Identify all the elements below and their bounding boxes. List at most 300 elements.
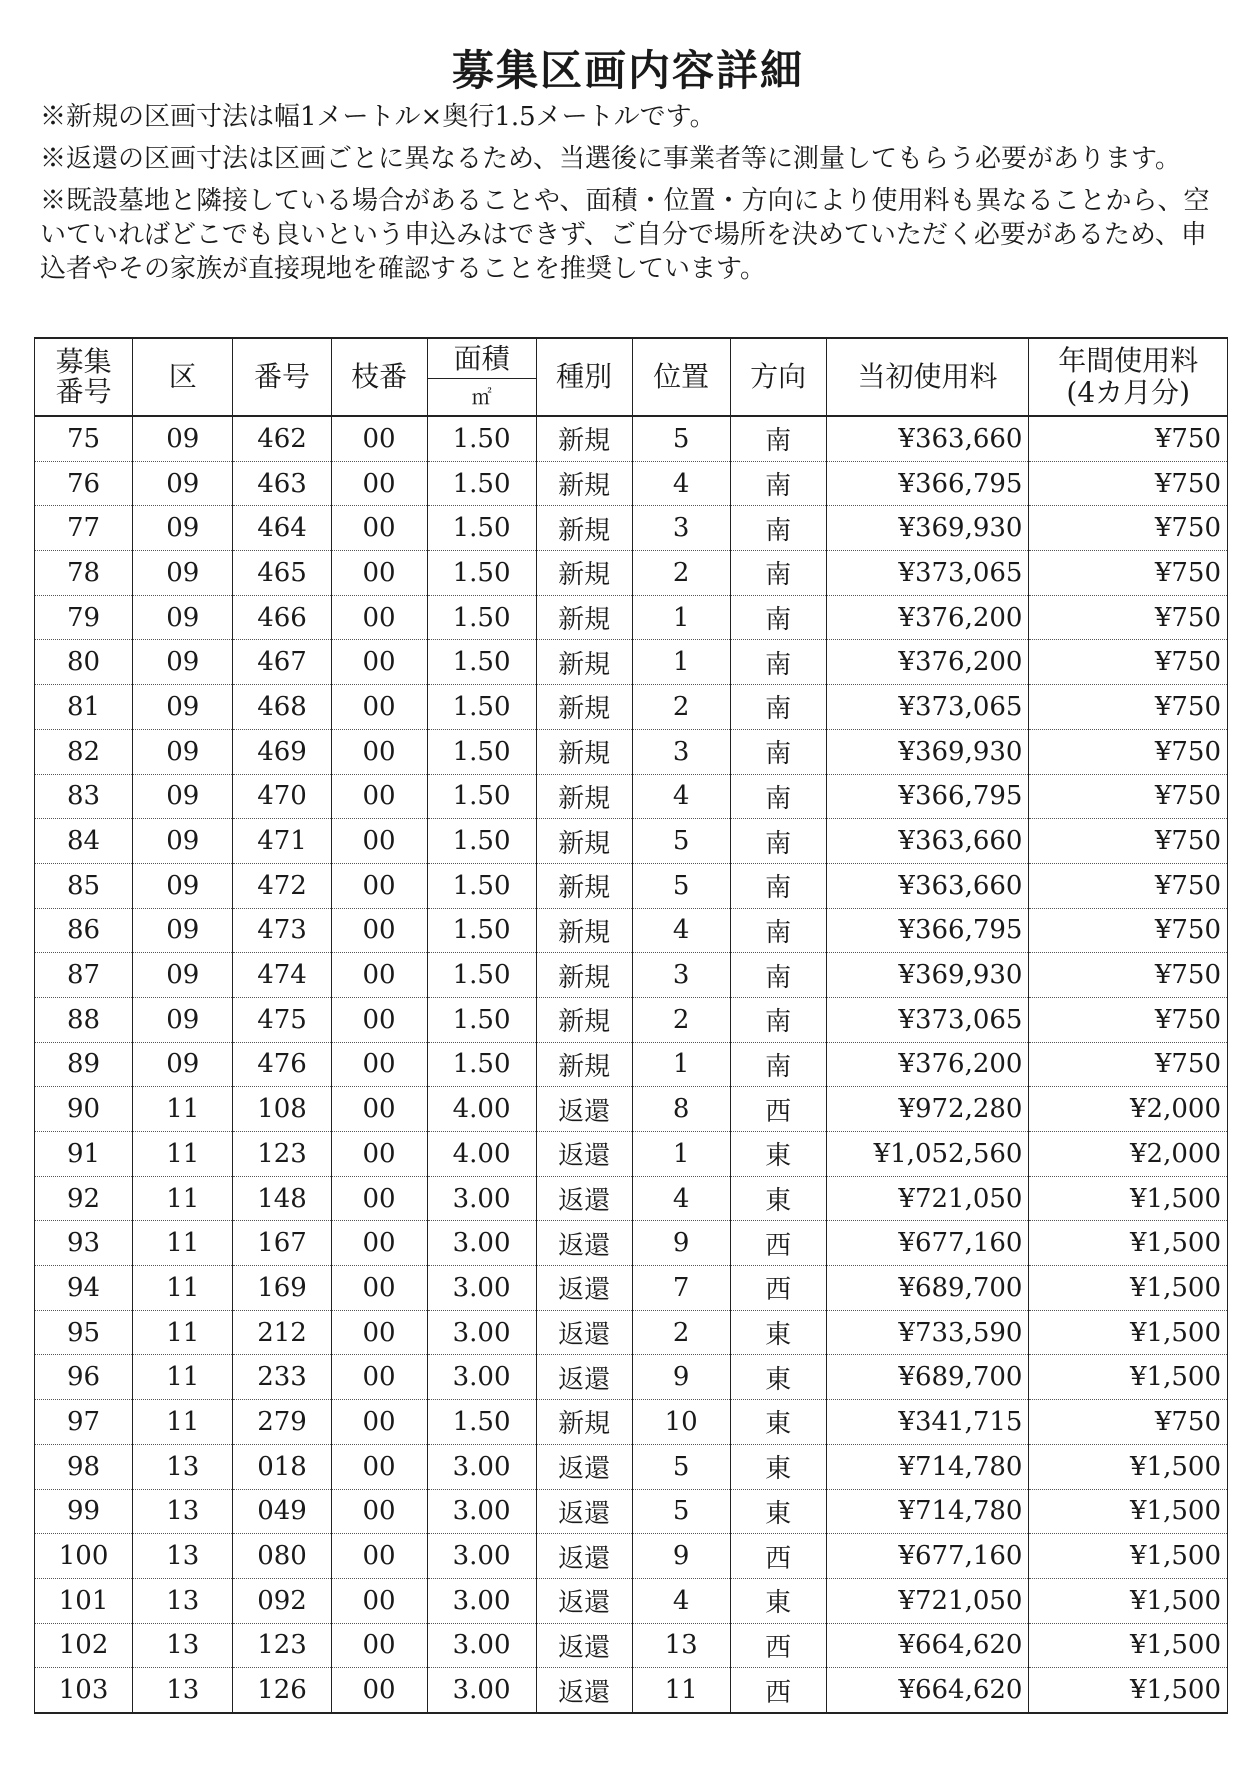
cell-no: 84 bbox=[35, 819, 133, 864]
cell-kind: 返還 bbox=[536, 1176, 632, 1221]
cell-annual-fee: ¥750 bbox=[1029, 1400, 1228, 1445]
cell-direction: 南 bbox=[730, 908, 826, 953]
cell-annual-fee: ¥750 bbox=[1029, 595, 1228, 640]
cell-area: 1.50 bbox=[427, 595, 536, 640]
cell-initial-fee: ¥376,200 bbox=[826, 640, 1029, 685]
cell-direction: 西 bbox=[730, 1087, 826, 1132]
cell-ku: 11 bbox=[133, 1310, 233, 1355]
cell-bango: 123 bbox=[233, 1623, 331, 1668]
cell-position: 3 bbox=[632, 729, 730, 774]
cell-edaban: 00 bbox=[331, 506, 427, 551]
header-annual-fee-note: (4カ月分) bbox=[1066, 376, 1191, 409]
table-row bbox=[35, 1355, 1228, 1400]
cell-bango: 018 bbox=[233, 1444, 331, 1489]
cell-position: 9 bbox=[632, 1534, 730, 1579]
cell-bango: 462 bbox=[233, 416, 331, 461]
cell-no: 82 bbox=[35, 729, 133, 774]
cell-kind: 新規 bbox=[536, 685, 632, 730]
cell-area: 3.00 bbox=[427, 1176, 536, 1221]
cell-no: 79 bbox=[35, 595, 133, 640]
cell-initial-fee: ¥366,795 bbox=[826, 908, 1029, 953]
table-row bbox=[35, 551, 1228, 596]
cell-ku: 13 bbox=[133, 1444, 233, 1489]
cell-edaban: 00 bbox=[331, 997, 427, 1042]
cell-edaban: 00 bbox=[331, 640, 427, 685]
cell-edaban: 00 bbox=[331, 1042, 427, 1087]
cell-initial-fee: ¥689,700 bbox=[826, 1355, 1029, 1400]
cell-annual-fee: ¥750 bbox=[1029, 953, 1228, 998]
cell-kind: 新規 bbox=[536, 863, 632, 908]
header-no: 募集番号 bbox=[35, 338, 133, 416]
cell-direction: 南 bbox=[730, 863, 826, 908]
table-row bbox=[35, 729, 1228, 774]
cell-position: 4 bbox=[632, 461, 730, 506]
cell-position: 8 bbox=[632, 1087, 730, 1132]
cell-annual-fee: ¥750 bbox=[1029, 819, 1228, 864]
cell-ku: 09 bbox=[133, 729, 233, 774]
cell-edaban: 00 bbox=[331, 1266, 427, 1311]
cell-position: 1 bbox=[632, 595, 730, 640]
cell-direction: 南 bbox=[730, 729, 826, 774]
cell-area: 3.00 bbox=[427, 1489, 536, 1534]
cell-kind: 返還 bbox=[536, 1087, 632, 1132]
cell-position: 1 bbox=[632, 1042, 730, 1087]
cell-no: 83 bbox=[35, 774, 133, 819]
table-row bbox=[35, 863, 1228, 908]
cell-edaban: 00 bbox=[331, 953, 427, 998]
cell-no: 88 bbox=[35, 997, 133, 1042]
cell-annual-fee: ¥750 bbox=[1029, 461, 1228, 506]
cell-edaban: 00 bbox=[331, 1534, 427, 1579]
cell-kind: 返還 bbox=[536, 1355, 632, 1400]
cell-ku: 09 bbox=[133, 506, 233, 551]
table-row bbox=[35, 1132, 1228, 1177]
cell-position: 5 bbox=[632, 416, 730, 461]
cell-no: 81 bbox=[35, 685, 133, 730]
cell-bango: 148 bbox=[233, 1176, 331, 1221]
cell-ku: 11 bbox=[133, 1400, 233, 1445]
cell-ku: 11 bbox=[133, 1176, 233, 1221]
cell-annual-fee: ¥1,500 bbox=[1029, 1534, 1228, 1579]
cell-position: 11 bbox=[632, 1668, 730, 1713]
cell-direction: 西 bbox=[730, 1221, 826, 1266]
cell-direction: 東 bbox=[730, 1310, 826, 1355]
cell-ku: 09 bbox=[133, 416, 233, 461]
cell-position: 1 bbox=[632, 640, 730, 685]
cell-edaban: 00 bbox=[331, 908, 427, 953]
cell-no: 89 bbox=[35, 1042, 133, 1087]
cell-ku: 11 bbox=[133, 1221, 233, 1266]
cell-no: 95 bbox=[35, 1310, 133, 1355]
cell-area: 1.50 bbox=[427, 908, 536, 953]
cell-ku: 09 bbox=[133, 685, 233, 730]
cell-position: 4 bbox=[632, 1578, 730, 1623]
cell-position: 9 bbox=[632, 1221, 730, 1266]
cell-ku: 09 bbox=[133, 640, 233, 685]
cell-initial-fee: ¥1,052,560 bbox=[826, 1132, 1029, 1177]
table-row bbox=[35, 1623, 1228, 1668]
cell-direction: 南 bbox=[730, 774, 826, 819]
cell-ku: 09 bbox=[133, 953, 233, 998]
cell-annual-fee: ¥1,500 bbox=[1029, 1310, 1228, 1355]
note-new-plot-size: ※新規の区画寸法は幅1メートル×奥行1.5メートルです。 bbox=[40, 102, 716, 132]
cell-bango: 476 bbox=[233, 1042, 331, 1087]
cell-initial-fee: ¥664,620 bbox=[826, 1623, 1029, 1668]
cell-bango: 108 bbox=[233, 1087, 331, 1132]
cell-no: 86 bbox=[35, 908, 133, 953]
cell-initial-fee: ¥366,795 bbox=[826, 461, 1029, 506]
cell-annual-fee: ¥1,500 bbox=[1029, 1578, 1228, 1623]
cell-annual-fee: ¥2,000 bbox=[1029, 1087, 1228, 1132]
cell-kind: 返還 bbox=[536, 1623, 632, 1668]
cell-annual-fee: ¥750 bbox=[1029, 997, 1228, 1042]
table-header-row bbox=[35, 338, 1228, 416]
table-row bbox=[35, 1400, 1228, 1445]
cell-edaban: 00 bbox=[331, 1623, 427, 1668]
cell-position: 1 bbox=[632, 1132, 730, 1177]
cell-direction: 東 bbox=[730, 1400, 826, 1445]
cell-annual-fee: ¥2,000 bbox=[1029, 1132, 1228, 1177]
cell-edaban: 00 bbox=[331, 1310, 427, 1355]
cell-bango: 233 bbox=[233, 1355, 331, 1400]
cell-direction: 南 bbox=[730, 1042, 826, 1087]
cell-direction: 南 bbox=[730, 595, 826, 640]
cell-kind: 新規 bbox=[536, 729, 632, 774]
cell-ku: 11 bbox=[133, 1132, 233, 1177]
cell-direction: 東 bbox=[730, 1355, 826, 1400]
cell-initial-fee: ¥373,065 bbox=[826, 997, 1029, 1042]
cell-annual-fee: ¥1,500 bbox=[1029, 1176, 1228, 1221]
cell-direction: 東 bbox=[730, 1489, 826, 1534]
cell-no: 94 bbox=[35, 1266, 133, 1311]
cell-annual-fee: ¥1,500 bbox=[1029, 1355, 1228, 1400]
cell-area: 1.50 bbox=[427, 506, 536, 551]
cell-position: 5 bbox=[632, 1444, 730, 1489]
cell-no: 99 bbox=[35, 1489, 133, 1534]
cell-no: 97 bbox=[35, 1400, 133, 1445]
cell-annual-fee: ¥1,500 bbox=[1029, 1221, 1228, 1266]
cell-no: 102 bbox=[35, 1623, 133, 1668]
header-ku: 区 bbox=[133, 338, 233, 416]
cell-bango: 471 bbox=[233, 819, 331, 864]
cell-direction: 西 bbox=[730, 1534, 826, 1579]
header-initial-fee: 当初使用料 bbox=[826, 338, 1029, 416]
cell-no: 100 bbox=[35, 1534, 133, 1579]
cell-edaban: 00 bbox=[331, 595, 427, 640]
cell-annual-fee: ¥1,500 bbox=[1029, 1623, 1228, 1668]
cell-area: 3.00 bbox=[427, 1578, 536, 1623]
cell-kind: 返還 bbox=[536, 1489, 632, 1534]
cell-no: 96 bbox=[35, 1355, 133, 1400]
cell-area: 1.50 bbox=[427, 729, 536, 774]
cell-annual-fee: ¥750 bbox=[1029, 685, 1228, 730]
cell-direction: 南 bbox=[730, 551, 826, 596]
cell-no: 80 bbox=[35, 640, 133, 685]
cell-annual-fee: ¥750 bbox=[1029, 729, 1228, 774]
cell-direction: 東 bbox=[730, 1444, 826, 1489]
cell-area: 1.50 bbox=[427, 1400, 536, 1445]
cell-initial-fee: ¥714,780 bbox=[826, 1444, 1029, 1489]
cell-kind: 新規 bbox=[536, 819, 632, 864]
cell-area: 1.50 bbox=[427, 774, 536, 819]
cell-direction: 西 bbox=[730, 1668, 826, 1713]
table-row bbox=[35, 1444, 1228, 1489]
cell-kind: 新規 bbox=[536, 640, 632, 685]
cell-initial-fee: ¥363,660 bbox=[826, 863, 1029, 908]
cell-bango: 126 bbox=[233, 1668, 331, 1713]
cell-bango: 473 bbox=[233, 908, 331, 953]
cell-position: 9 bbox=[632, 1355, 730, 1400]
table-body bbox=[35, 416, 1228, 1713]
table-row bbox=[35, 908, 1228, 953]
cell-initial-fee: ¥373,065 bbox=[826, 551, 1029, 596]
cell-kind: 新規 bbox=[536, 416, 632, 461]
cell-direction: 南 bbox=[730, 461, 826, 506]
cell-position: 2 bbox=[632, 1310, 730, 1355]
cell-edaban: 00 bbox=[331, 863, 427, 908]
cell-direction: 東 bbox=[730, 1132, 826, 1177]
cell-ku: 11 bbox=[133, 1087, 233, 1132]
plot-details-table bbox=[34, 337, 1228, 1714]
cell-initial-fee: ¥376,200 bbox=[826, 1042, 1029, 1087]
cell-position: 4 bbox=[632, 774, 730, 819]
cell-ku: 09 bbox=[133, 774, 233, 819]
cell-kind: 返還 bbox=[536, 1534, 632, 1579]
note-site-visit: ※既設墓地と隣接している場合があることや、面積・位置・方向により使用料も異なることから、空いていればどこでも良いという申込みはできず、ご自分で場所を決めていただく必要があるため、申込者やその家族が直接現地を確認することを推奨しています。 bbox=[40, 186, 1210, 284]
cell-ku: 09 bbox=[133, 1042, 233, 1087]
table-row bbox=[35, 1042, 1228, 1087]
cell-area: 1.50 bbox=[427, 461, 536, 506]
cell-bango: 092 bbox=[233, 1578, 331, 1623]
cell-initial-fee: ¥341,715 bbox=[826, 1400, 1029, 1445]
cell-bango: 123 bbox=[233, 1132, 331, 1177]
cell-no: 87 bbox=[35, 953, 133, 998]
cell-kind: 返還 bbox=[536, 1221, 632, 1266]
cell-edaban: 00 bbox=[331, 1400, 427, 1445]
cell-initial-fee: ¥376,200 bbox=[826, 595, 1029, 640]
cell-annual-fee: ¥1,500 bbox=[1029, 1444, 1228, 1489]
cell-no: 93 bbox=[35, 1221, 133, 1266]
cell-ku: 13 bbox=[133, 1489, 233, 1534]
cell-kind: 新規 bbox=[536, 1042, 632, 1087]
cell-position: 5 bbox=[632, 1489, 730, 1534]
cell-area: 3.00 bbox=[427, 1266, 536, 1311]
cell-area: 3.00 bbox=[427, 1668, 536, 1713]
cell-kind: 新規 bbox=[536, 1400, 632, 1445]
cell-no: 75 bbox=[35, 416, 133, 461]
cell-initial-fee: ¥733,590 bbox=[826, 1310, 1029, 1355]
cell-area: 3.00 bbox=[427, 1355, 536, 1400]
cell-ku: 09 bbox=[133, 551, 233, 596]
cell-no: 91 bbox=[35, 1132, 133, 1177]
cell-initial-fee: ¥689,700 bbox=[826, 1266, 1029, 1311]
cell-no: 78 bbox=[35, 551, 133, 596]
cell-kind: 返還 bbox=[536, 1444, 632, 1489]
cell-initial-fee: ¥721,050 bbox=[826, 1578, 1029, 1623]
cell-initial-fee: ¥972,280 bbox=[826, 1087, 1029, 1132]
cell-direction: 南 bbox=[730, 506, 826, 551]
cell-annual-fee: ¥750 bbox=[1029, 908, 1228, 953]
cell-edaban: 00 bbox=[331, 1578, 427, 1623]
cell-position: 3 bbox=[632, 506, 730, 551]
cell-initial-fee: ¥369,930 bbox=[826, 729, 1029, 774]
cell-bango: 465 bbox=[233, 551, 331, 596]
table-row bbox=[35, 1221, 1228, 1266]
cell-kind: 新規 bbox=[536, 997, 632, 1042]
cell-edaban: 00 bbox=[331, 1176, 427, 1221]
cell-edaban: 00 bbox=[331, 1668, 427, 1713]
cell-annual-fee: ¥750 bbox=[1029, 640, 1228, 685]
cell-position: 5 bbox=[632, 819, 730, 864]
note-returned-plot-size: ※返還の区画寸法は区画ごとに異なるため、当選後に事業者等に測量してもらう必要があります。 bbox=[40, 144, 1181, 174]
cell-area: 1.50 bbox=[427, 551, 536, 596]
cell-position: 2 bbox=[632, 551, 730, 596]
cell-bango: 463 bbox=[233, 461, 331, 506]
cell-kind: 新規 bbox=[536, 774, 632, 819]
cell-area: 1.50 bbox=[427, 685, 536, 730]
cell-area: 4.00 bbox=[427, 1132, 536, 1177]
cell-kind: 返還 bbox=[536, 1578, 632, 1623]
table-row bbox=[35, 1534, 1228, 1579]
cell-kind: 返還 bbox=[536, 1266, 632, 1311]
cell-direction: 南 bbox=[730, 819, 826, 864]
cell-bango: 212 bbox=[233, 1310, 331, 1355]
header-area-label: 面積 bbox=[428, 340, 536, 379]
cell-initial-fee: ¥677,160 bbox=[826, 1534, 1029, 1579]
cell-annual-fee: ¥750 bbox=[1029, 1042, 1228, 1087]
cell-initial-fee: ¥664,620 bbox=[826, 1668, 1029, 1713]
cell-bango: 470 bbox=[233, 774, 331, 819]
cell-area: 1.50 bbox=[427, 1042, 536, 1087]
cell-annual-fee: ¥1,500 bbox=[1029, 1489, 1228, 1534]
cell-ku: 13 bbox=[133, 1578, 233, 1623]
cell-bango: 475 bbox=[233, 997, 331, 1042]
cell-bango: 279 bbox=[233, 1400, 331, 1445]
cell-area: 1.50 bbox=[427, 640, 536, 685]
header-direction: 方向 bbox=[730, 338, 826, 416]
cell-no: 98 bbox=[35, 1444, 133, 1489]
cell-area: 4.00 bbox=[427, 1087, 536, 1132]
header-annual-fee bbox=[1029, 338, 1228, 416]
cell-annual-fee: ¥750 bbox=[1029, 774, 1228, 819]
cell-initial-fee: ¥363,660 bbox=[826, 819, 1029, 864]
cell-kind: 新規 bbox=[536, 551, 632, 596]
cell-direction: 南 bbox=[730, 685, 826, 730]
cell-edaban: 00 bbox=[331, 685, 427, 730]
table-row bbox=[35, 416, 1228, 461]
cell-kind: 新規 bbox=[536, 953, 632, 998]
cell-position: 4 bbox=[632, 908, 730, 953]
cell-position: 3 bbox=[632, 953, 730, 998]
cell-initial-fee: ¥373,065 bbox=[826, 685, 1029, 730]
page-title: 募集区画内容詳細 bbox=[451, 46, 804, 95]
cell-ku: 09 bbox=[133, 819, 233, 864]
cell-area: 1.50 bbox=[427, 997, 536, 1042]
table-row bbox=[35, 1489, 1228, 1534]
cell-direction: 南 bbox=[730, 997, 826, 1042]
cell-edaban: 00 bbox=[331, 1489, 427, 1534]
cell-position: 2 bbox=[632, 685, 730, 730]
cell-edaban: 00 bbox=[331, 551, 427, 596]
cell-area: 3.00 bbox=[427, 1444, 536, 1489]
cell-kind: 新規 bbox=[536, 506, 632, 551]
cell-kind: 返還 bbox=[536, 1310, 632, 1355]
cell-area: 1.50 bbox=[427, 416, 536, 461]
cell-area: 3.00 bbox=[427, 1310, 536, 1355]
header-bango: 番号 bbox=[233, 338, 331, 416]
table-row bbox=[35, 461, 1228, 506]
cell-initial-fee: ¥363,660 bbox=[826, 416, 1029, 461]
cell-bango: 469 bbox=[233, 729, 331, 774]
cell-direction: 東 bbox=[730, 1578, 826, 1623]
cell-no: 101 bbox=[35, 1578, 133, 1623]
cell-initial-fee: ¥369,930 bbox=[826, 953, 1029, 998]
header-kind: 種別 bbox=[536, 338, 632, 416]
table-row bbox=[35, 1176, 1228, 1221]
table-row bbox=[35, 595, 1228, 640]
cell-position: 7 bbox=[632, 1266, 730, 1311]
cell-direction: 南 bbox=[730, 953, 826, 998]
cell-position: 2 bbox=[632, 997, 730, 1042]
cell-no: 76 bbox=[35, 461, 133, 506]
cell-direction: 西 bbox=[730, 1266, 826, 1311]
cell-direction: 西 bbox=[730, 1623, 826, 1668]
table-row bbox=[35, 953, 1228, 998]
cell-kind: 返還 bbox=[536, 1668, 632, 1713]
table-row bbox=[35, 774, 1228, 819]
cell-initial-fee: ¥677,160 bbox=[826, 1221, 1029, 1266]
header-position: 位置 bbox=[632, 338, 730, 416]
table-row bbox=[35, 819, 1228, 864]
table-row bbox=[35, 1087, 1228, 1132]
cell-edaban: 00 bbox=[331, 774, 427, 819]
cell-edaban: 00 bbox=[331, 1355, 427, 1400]
table-row bbox=[35, 506, 1228, 551]
table-row bbox=[35, 1668, 1228, 1713]
notes-section bbox=[40, 100, 1225, 294]
header-area-unit: ㎡ bbox=[471, 384, 492, 409]
cell-kind: 新規 bbox=[536, 595, 632, 640]
cell-no: 90 bbox=[35, 1087, 133, 1132]
cell-area: 1.50 bbox=[427, 819, 536, 864]
cell-ku: 09 bbox=[133, 997, 233, 1042]
cell-annual-fee: ¥750 bbox=[1029, 506, 1228, 551]
cell-direction: 南 bbox=[730, 640, 826, 685]
cell-kind: 返還 bbox=[536, 1132, 632, 1177]
cell-edaban: 00 bbox=[331, 819, 427, 864]
cell-position: 4 bbox=[632, 1176, 730, 1221]
cell-ku: 09 bbox=[133, 863, 233, 908]
cell-bango: 466 bbox=[233, 595, 331, 640]
cell-ku: 09 bbox=[133, 461, 233, 506]
table-row bbox=[35, 640, 1228, 685]
cell-no: 103 bbox=[35, 1668, 133, 1713]
cell-annual-fee: ¥750 bbox=[1029, 416, 1228, 461]
cell-no: 92 bbox=[35, 1176, 133, 1221]
cell-direction: 南 bbox=[730, 416, 826, 461]
cell-bango: 472 bbox=[233, 863, 331, 908]
cell-initial-fee: ¥714,780 bbox=[826, 1489, 1029, 1534]
cell-no: 77 bbox=[35, 506, 133, 551]
cell-bango: 169 bbox=[233, 1266, 331, 1311]
cell-edaban: 00 bbox=[331, 1087, 427, 1132]
cell-area: 1.50 bbox=[427, 863, 536, 908]
cell-edaban: 00 bbox=[331, 1132, 427, 1177]
header-annual-fee-label: 年間使用料 bbox=[1058, 344, 1199, 377]
table-row bbox=[35, 1266, 1228, 1311]
cell-position: 5 bbox=[632, 863, 730, 908]
cell-ku: 13 bbox=[133, 1623, 233, 1668]
